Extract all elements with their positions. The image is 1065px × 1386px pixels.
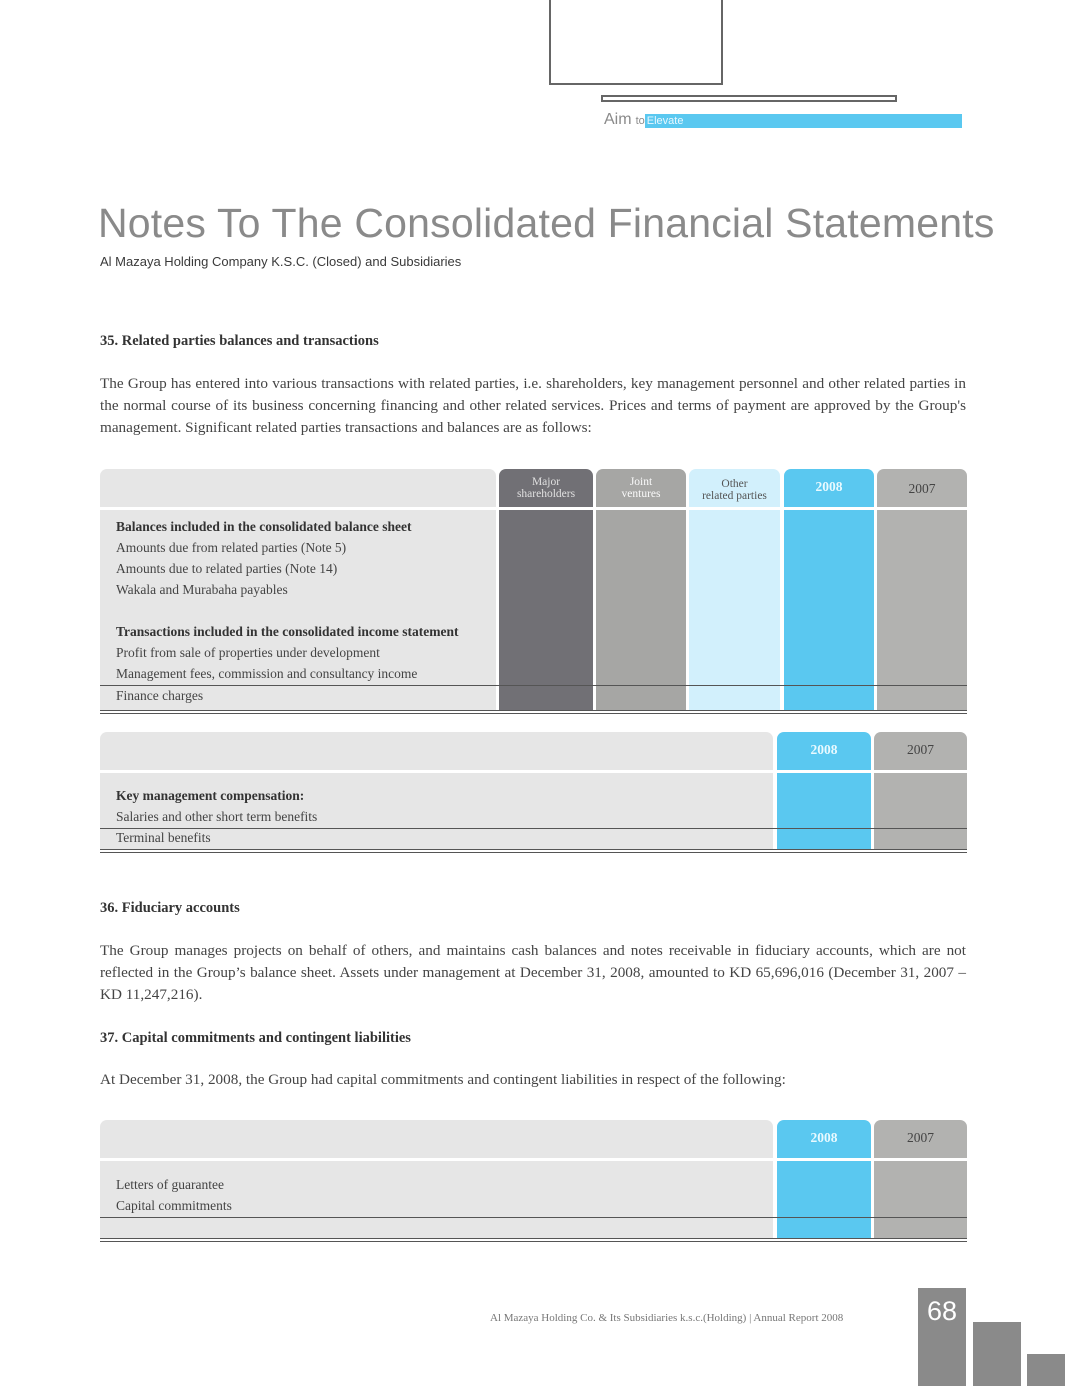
table3-row-label: Capital commitments: [116, 1198, 232, 1213]
table1-other-column: [689, 510, 780, 710]
header-major-line2: shareholders: [516, 488, 576, 500]
header-major-line1: Major: [531, 476, 561, 488]
table2-bottom-rule-double: [100, 852, 967, 853]
table1-row-label: Profit from sale of properties under development: [116, 645, 380, 660]
table1-joint-column: [596, 510, 686, 710]
table1-row-label: Amounts due to related parties (Note 14): [116, 561, 338, 576]
tagline: [604, 111, 962, 129]
table3-label-header: [100, 1120, 773, 1158]
table1-bottom-rule: [100, 710, 967, 711]
table2-header-2007: 2007: [874, 732, 967, 770]
table1-row-label: Management fees, commission and consultancy income: [116, 666, 418, 681]
page-number: 68: [926, 1296, 958, 1326]
table3-header-2007: 2007: [874, 1120, 967, 1158]
header-joint-line2: ventures: [621, 488, 661, 500]
table1-row-label: Wakala and Murabaha payables: [116, 582, 288, 597]
table1-header-2008: 2008: [784, 469, 874, 507]
table1-header-2007: 2007: [877, 469, 967, 507]
table1-row-label: Finance charges: [116, 688, 204, 703]
table3-2007-column: [874, 1161, 967, 1238]
footer-decoration-block: [1027, 1354, 1065, 1386]
header-joint-line1: Joint: [629, 476, 653, 488]
table2-title: Key management compensation:: [116, 788, 305, 803]
section-37-paragraph: At December 31, 2008, the Group had capital commitments and contingent liabilities in respect of the following:: [100, 1071, 786, 1088]
header-decoration-bar: [601, 95, 897, 102]
table3-row-label: Letters of guarantee: [116, 1177, 224, 1192]
table1-label-header: [100, 469, 496, 507]
footer-text: Al Mazaya Holding Co. & Its Subsidiaries k.s.c.(Holding) | Annual Report 2008: [490, 1312, 844, 1324]
table1-major-column: [499, 510, 593, 710]
table2-2008-column: [777, 773, 871, 850]
table3-2008-column: [777, 1161, 871, 1238]
table1-row-label: Amounts due from related parties (Note 5): [116, 540, 347, 555]
page-title: Notes To The Consolidated Financial Statements: [98, 200, 995, 246]
table2-header-2008: 2008: [777, 732, 871, 770]
table3-divider: [100, 1217, 967, 1218]
table2-label-header: [100, 732, 773, 770]
section-36-heading: 36. Fiduciary accounts: [100, 900, 240, 916]
header-other-line1: Other: [721, 478, 748, 490]
tagline-to: to: [635, 115, 645, 127]
table2-bottom-rule: [100, 849, 967, 850]
table1-divider: [100, 685, 967, 686]
section-36-paragraph: The Group manages projects on behalf of others, and maintains cash balances and notes receivable in fiduciary accounts, which are not reflected in the Group’s balance sheet. Assets under management at December 31, 2008, amounted to KD 65,696,016 (December 31, 2007 – KD 11,247,216).: [100, 942, 966, 1003]
table1-2007-column: [877, 510, 967, 710]
table3-header-2008: 2008: [777, 1120, 871, 1158]
table2-row-label: Terminal benefits: [116, 830, 211, 845]
table1-bottom-rule-double: [100, 713, 967, 714]
tagline-accent: Elevate: [645, 114, 962, 128]
footer-decoration-block: [973, 1322, 1021, 1386]
table3-bottom-rule: [100, 1238, 967, 1239]
section-35-paragraph: The Group has entered into various transactions with related parties, i.e. shareholders, key management personnel and other related parties in the normal course of its business concerning financing and other related services. Prices and terms of payment are approved by the Group's management. Significant related parties transactions and balances are as follows:: [100, 375, 966, 436]
section-35-heading: 35. Related parties balances and transactions: [100, 333, 379, 349]
table2-2007-column: [874, 773, 967, 850]
page-subtitle: Al Mazaya Holding Company K.S.C. (Closed) and Subsidiaries: [100, 254, 462, 269]
table1-group-balances-title: Balances included in the consolidated balance sheet: [116, 519, 412, 534]
table1-group-transactions-title: Transactions included in the consolidated income statement: [116, 624, 459, 639]
table1-header-joint: [596, 469, 686, 507]
table1-header-major: [499, 469, 593, 507]
tagline-main: Aim: [604, 111, 632, 128]
header-decoration-frame: [549, 0, 723, 85]
header-other-line2: related parties: [702, 490, 767, 502]
table2-divider: [100, 828, 967, 829]
section-37-heading: 37. Capital commitments and contingent liabilities: [100, 1030, 411, 1046]
table2-row-label: Salaries and other short term benefits: [116, 809, 318, 824]
table1-2008-column: [784, 510, 874, 710]
table3-bottom-rule-double: [100, 1241, 967, 1242]
table1-header-other: [689, 469, 780, 507]
